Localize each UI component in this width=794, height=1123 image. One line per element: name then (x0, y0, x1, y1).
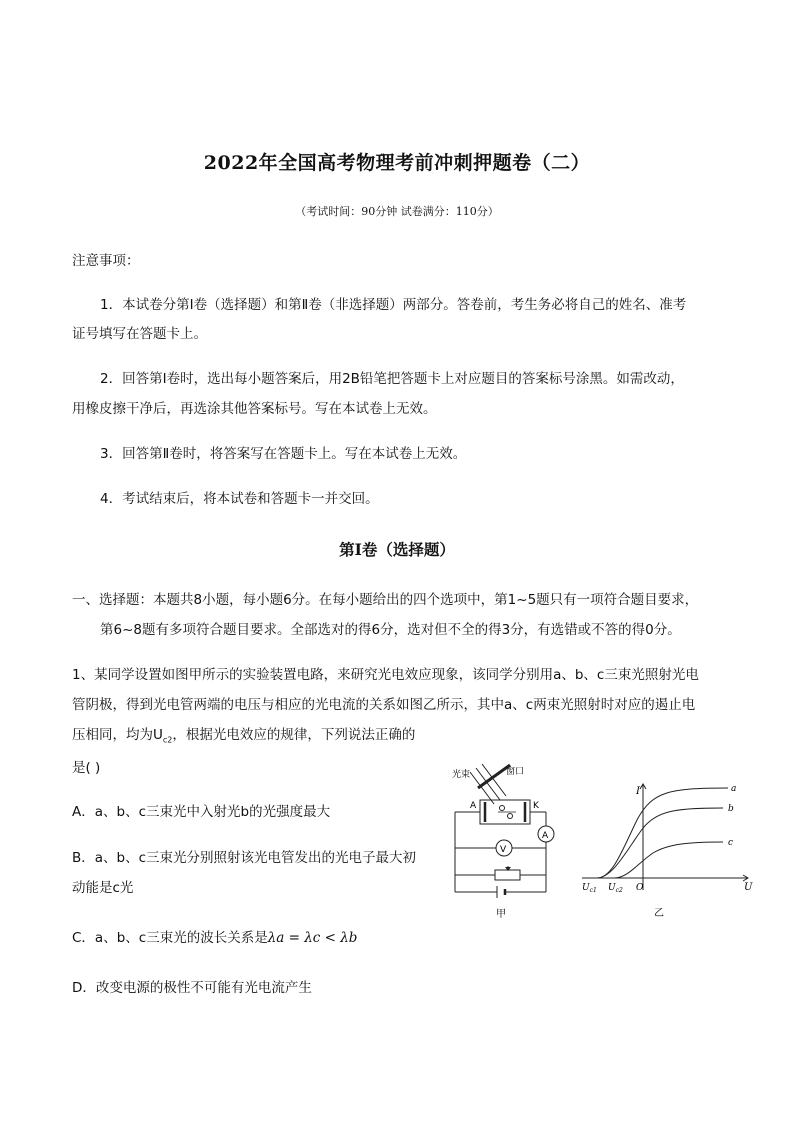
beam-label: 光束 (452, 770, 471, 780)
notice-heading: 注意事项： (72, 253, 140, 269)
section-title: 第Ⅰ卷（选择题） (339, 540, 455, 559)
circuit-diagram (440, 760, 580, 920)
window-label: 窗口 (506, 767, 525, 777)
notice-item-2-line-1: 2．回答第Ⅰ卷时，选出每小题答案后，用2B铅笔把答题卡上对应题目的答案标号涂黑。如需改动， (100, 371, 684, 387)
notice-item-3: 3．回答第Ⅱ卷时，将答案写在答题卡上。写在本试卷上无效。 (100, 446, 467, 462)
notice-item-2-line-2: 用橡皮擦干净后，再选涂其他答案标号。写在本试卷上无效。 (72, 401, 437, 417)
x-axis-label: U (744, 882, 753, 893)
figure-yi-caption: 乙 (654, 908, 664, 918)
figure-jia-caption: 甲 (496, 909, 506, 920)
option-c: C．a、b、c三束光的波长关系是λa = λc < λb (72, 930, 358, 946)
rheostat-icon (495, 870, 520, 880)
uc2-label: $U_{c2}$ (608, 883, 623, 894)
svg-text:V: V (500, 845, 507, 855)
uc1-label: $U_{c1}$ (582, 883, 597, 894)
page-title: 2022年全国高考物理考前冲刺押题卷（二） (203, 152, 591, 174)
section-intro-line-2: 第6~8题有多项符合题目要求。全部选对的得6分，选对但不全的得3分，有选错或不答的得0分。 (100, 622, 681, 638)
curve-a-label: a (731, 784, 737, 794)
question-1-line-3: 压相同，均为$U_{c2}$，根据光电效应的规律，下列说法正确的 (72, 727, 416, 745)
notice-item-4: 4．考试结束后，将本试卷和答题卡一并交回。 (100, 491, 379, 507)
anode-label: A (470, 801, 477, 811)
svg-text:A: A (542, 831, 549, 841)
option-d: D．改变电源的极性不可能有光电流产生 (72, 980, 312, 996)
option-a: A．a、b、c三束光中入射光b的光强度最大 (72, 804, 331, 820)
curve-b-label: b (728, 804, 734, 814)
y-axis-label: I (636, 786, 640, 797)
question-1-line-1: 1、某同学设置如图甲所示的实验装置电路，来研究光电效应现象，该同学分别用a、b、c三束光照射光电 (72, 667, 699, 683)
question-1-line-4: 是( ) (72, 760, 101, 776)
section-intro-line-1: 一、选择题：本题共8小题，每小题6分。在每小题给出的四个选项中，第1~5题只有一项符合题目要求， (72, 592, 699, 608)
option-b-line-2: 动能是c光 (72, 880, 134, 896)
curve-b (597, 808, 723, 878)
iu-graph (578, 778, 758, 918)
option-b-line-1: B．a、b、c三束光分别照射该光电管发出的光电子最大初 (72, 850, 417, 866)
curve-c (614, 842, 723, 878)
wavelength-relation: λa = λc < λb (267, 930, 358, 946)
curve-c-label: c (728, 838, 734, 848)
origin-label: O (636, 883, 644, 893)
notice-item-1-line-1: 1．本试卷分第Ⅰ卷（选择题）和第Ⅱ卷（非选择题）两部分。答卷前，考生务必将自己的姓名、准考 (100, 297, 687, 313)
question-1-line-2: 管阴极，得到光电管两端的电压与相应的光电流的关系如图乙所示，其中a、c两束光照射时对应的遏止电 (72, 697, 696, 713)
cathode-label: K (533, 801, 539, 811)
notice-item-1-line-2: 证号填写在答题卡上。 (72, 326, 207, 342)
exam-info: （考试时间：90分钟 试卷满分：110分） (295, 205, 499, 218)
